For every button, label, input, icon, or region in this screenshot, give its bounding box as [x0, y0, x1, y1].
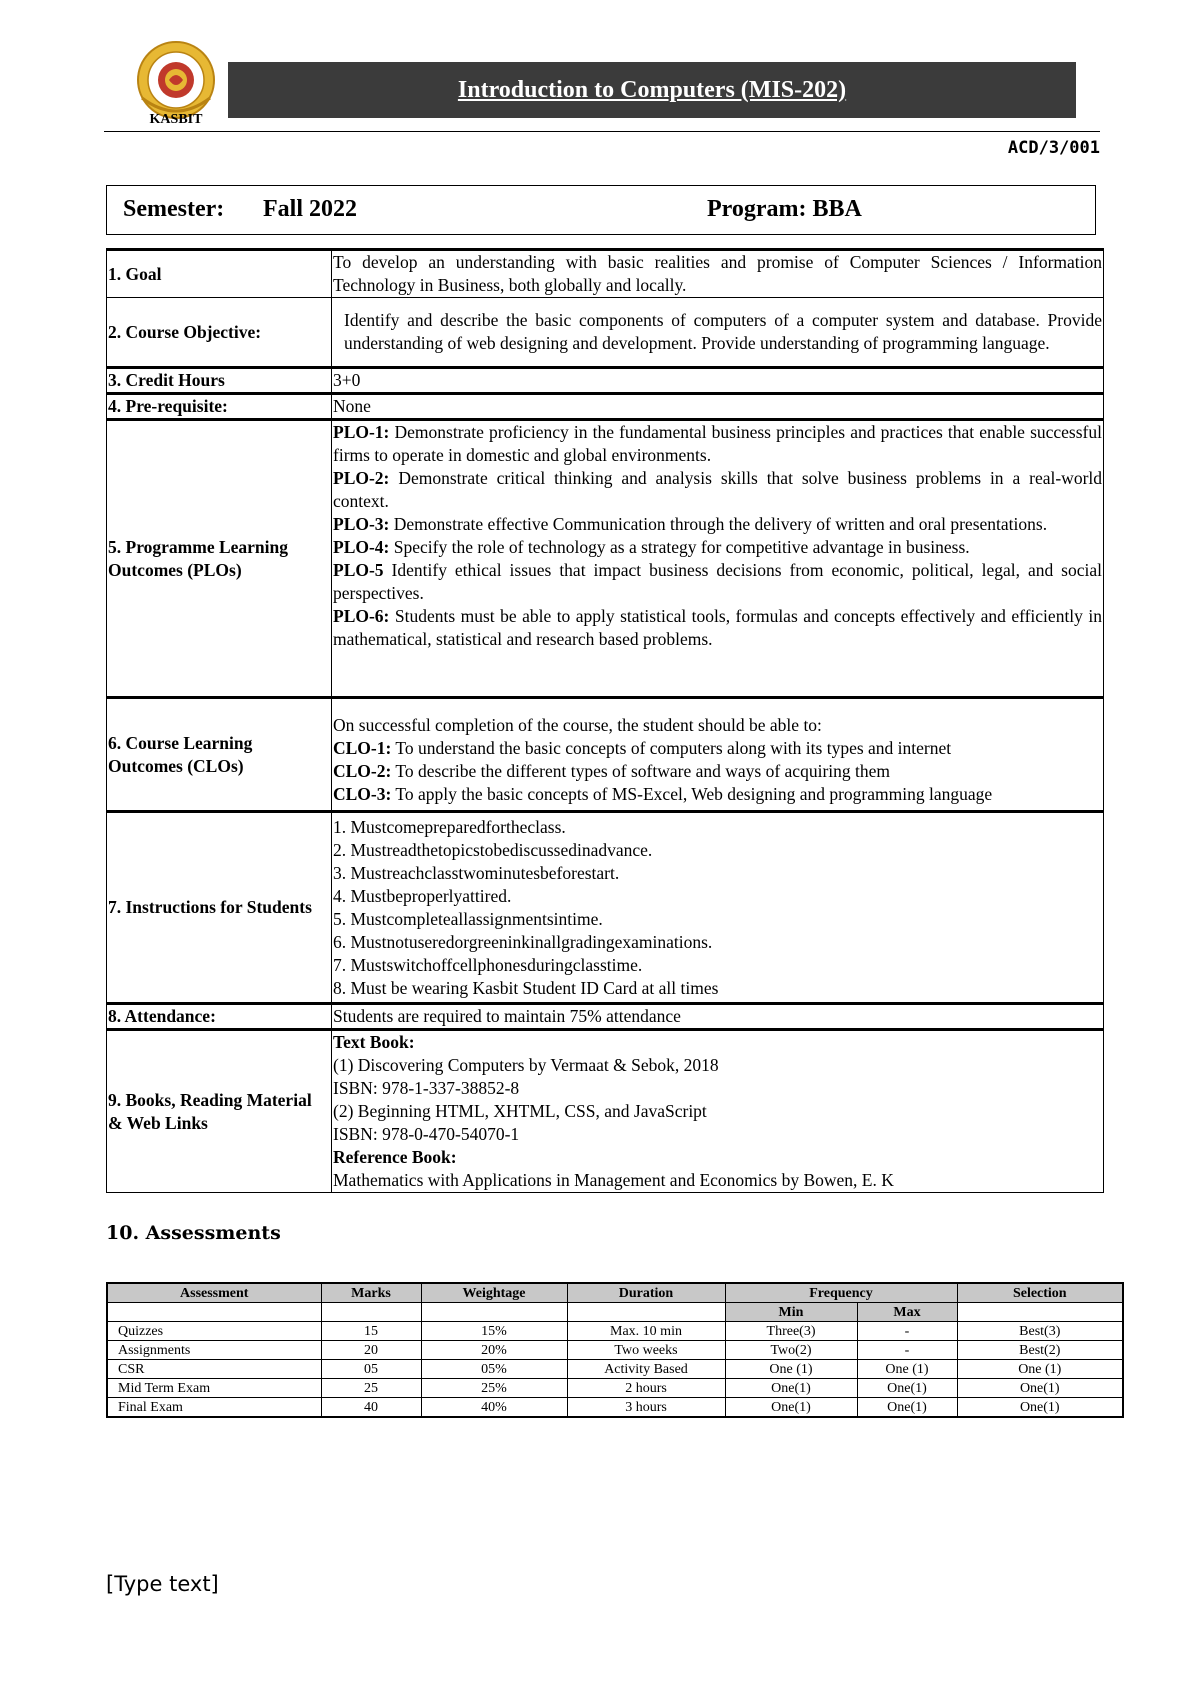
col-weightage: Weightage — [421, 1283, 567, 1303]
clo-tag: CLO-3: — [333, 783, 392, 804]
book-line: ISBN: 978-0-470-54070-1 — [333, 1124, 520, 1144]
book-line: ISBN: 978-1-337-38852-8 — [333, 1078, 520, 1098]
objective-row — [107, 298, 1104, 368]
table-row — [107, 1322, 1123, 1341]
plo-tag: PLO-5 — [333, 560, 384, 580]
empty-cell — [421, 1303, 567, 1322]
instruction-item: 3. Mustreachclasstwominutesbeforestart. — [333, 862, 620, 883]
kasbit-logo — [128, 38, 224, 134]
semester-value: Fall 2022 — [263, 196, 357, 222]
plo-text: Specify the role of technology as a strategy for competitive advantage in business. — [393, 537, 970, 557]
col-marks: Marks — [321, 1283, 421, 1303]
prerequisite-value: None — [332, 394, 1104, 420]
instruction-item: 6. Mustnotuseredorgreeninkinallgradingexaminations. — [333, 931, 713, 952]
credit-hours-row — [107, 368, 1104, 394]
plo-item — [333, 559, 1102, 605]
assessment-duration: Activity Based — [567, 1360, 725, 1379]
table-row — [107, 1341, 1123, 1360]
instruction-item: 8. Must be wearing Kasbit Student ID Card at all times — [333, 977, 719, 998]
assessment-duration: 2 hours — [567, 1379, 725, 1398]
instruction-item: 5. Mustcompleteallassignmentsintime. — [333, 908, 603, 929]
clo-intro: On successful completion of the course, the student should be able to: — [333, 714, 822, 735]
plo-item — [333, 467, 1102, 513]
assessment-duration: Two weeks — [567, 1341, 725, 1360]
col-max: Max — [857, 1303, 957, 1322]
plo-tag: PLO-6: — [333, 606, 390, 626]
books-label: 9. Books, Reading Material & Web Links — [107, 1030, 332, 1193]
books-row — [107, 1030, 1104, 1193]
table-row — [107, 1398, 1123, 1418]
assessment-min: One(1) — [725, 1398, 857, 1418]
clo-text: To understand the basic concepts of computers along with its types and internet — [395, 737, 952, 758]
assessment-weightage: 25% — [421, 1379, 567, 1398]
col-duration: Duration — [567, 1283, 725, 1303]
instructions-list — [332, 812, 1104, 1004]
plo-item — [333, 605, 1102, 651]
assessment-marks: 15 — [321, 1322, 421, 1341]
plo-row — [107, 420, 1104, 698]
logo-wordmark: KASBIT — [149, 112, 203, 127]
instruction-item: 4. Mustbeproperlyattired. — [333, 885, 512, 906]
plo-label: 5. Programme Learning Outcomes (PLOs) — [107, 420, 332, 698]
clo-text: To describe the different types of software and ways of acquiring them — [395, 760, 890, 781]
assessment-selection: Best(2) — [957, 1341, 1123, 1360]
assessment-min: One (1) — [725, 1360, 857, 1379]
plo-item — [333, 513, 1102, 536]
text-book-heading: Text Book: — [333, 1032, 415, 1052]
attendance-row — [107, 1004, 1104, 1030]
assessment-max: One(1) — [857, 1379, 957, 1398]
instruction-item: 1. Mustcomepreparedfortheclass. — [333, 816, 566, 837]
empty-cell — [107, 1303, 321, 1322]
clo-text: To apply the basic concepts of MS-Excel, Web designing and programming language — [395, 783, 993, 804]
assessment-weightage: 20% — [421, 1341, 567, 1360]
assessment-max: One(1) — [857, 1398, 957, 1418]
plo-text: Students must be able to apply statistical tools, formulas and concepts effectively and efficiently in mathematical, statistical and research based problems. — [333, 606, 1102, 649]
plo-item — [333, 536, 1102, 559]
reference-book-heading: Reference Book: — [333, 1147, 457, 1167]
clo-item — [333, 760, 1102, 783]
instruction-item: 2. Mustreadthetopicstobediscussedinadvance. — [333, 839, 653, 860]
semester-box — [106, 185, 1096, 235]
assessment-selection: One(1) — [957, 1379, 1123, 1398]
assessments-header-row — [107, 1283, 1123, 1303]
prerequisite-row — [107, 394, 1104, 420]
goal-value: To develop an understanding with basic realities and promise of Computer Sciences / Information Technology in Business, both globally and locally. — [332, 250, 1104, 298]
course-title: Introduction to Computers (MIS-202) — [457, 76, 847, 103]
table-row — [107, 1360, 1123, 1379]
objective-value: Identify and describe the basic components of computers of a computer system and database. Provide understanding of web designing and development. Provide understanding of programming language. — [332, 298, 1104, 368]
credit-hours-value: 3+0 — [332, 368, 1104, 394]
header-divider — [104, 131, 1100, 132]
course-details-table — [106, 248, 1104, 1193]
clo-tag: CLO-2: — [333, 760, 392, 781]
plo-text: Demonstrate proficiency in the fundamental business principles and practices that enable successful firms to operate in domestic and global environments. — [333, 422, 1102, 465]
assessment-min: Two(2) — [725, 1341, 857, 1360]
objective-label: 2. Course Objective: — [107, 298, 332, 368]
plo-text: Demonstrate critical thinking and analysis skills that solve business problems in a real-world context. — [333, 468, 1103, 511]
assessment-marks: 25 — [321, 1379, 421, 1398]
program-label: Program: BBA — [707, 196, 862, 222]
assessment-marks: 05 — [321, 1360, 421, 1379]
goal-row — [107, 250, 1104, 298]
assessment-max: - — [857, 1341, 957, 1360]
plo-tag: PLO-3: — [333, 514, 390, 534]
plo-text: Demonstrate effective Communication through the delivery of written and oral presentations. — [393, 514, 1048, 534]
assessments-table — [106, 1282, 1124, 1418]
assessment-selection: Best(3) — [957, 1322, 1123, 1341]
assessment-max: - — [857, 1322, 957, 1341]
books-list — [332, 1030, 1104, 1193]
assessment-weightage: 15% — [421, 1322, 567, 1341]
col-min: Min — [725, 1303, 857, 1322]
plo-item — [333, 421, 1102, 467]
table-row — [107, 1379, 1123, 1398]
book-line: (1) Discovering Computers by Vermaat & Sebok, 2018 — [333, 1055, 719, 1075]
semester-label: Semester: — [123, 196, 225, 222]
assessment-max: One (1) — [857, 1360, 957, 1379]
assessments-heading: 10. Assessments — [106, 1222, 281, 1244]
plo-tag: PLO-4: — [333, 537, 390, 557]
col-frequency: Frequency — [725, 1283, 957, 1303]
assessment-min: One(1) — [725, 1379, 857, 1398]
assessment-min: Three(3) — [725, 1322, 857, 1341]
plo-tag: PLO-2: — [333, 468, 390, 488]
instructions-label: 7. Instructions for Students — [107, 812, 332, 1004]
col-assessment: Assessment — [107, 1283, 321, 1303]
attendance-value: Students are required to maintain 75% attendance — [332, 1004, 1104, 1030]
document-code: ACD/3/001 — [1007, 138, 1100, 158]
assessment-selection: One (1) — [957, 1360, 1123, 1379]
instruction-item: 7. Mustswitchoffcellphonesduringclasstime. — [333, 954, 643, 975]
title-bar — [228, 62, 1076, 118]
assessment-name: Final Exam — [107, 1398, 321, 1418]
prerequisite-label: 4. Pre-requisite: — [107, 394, 332, 420]
assessment-name: Mid Term Exam — [107, 1379, 321, 1398]
plo-list — [332, 420, 1104, 698]
clo-row — [107, 698, 1104, 812]
assessment-marks: 20 — [321, 1341, 421, 1360]
assessment-name: Quizzes — [107, 1322, 321, 1341]
attendance-label: 8. Attendance: — [107, 1004, 332, 1030]
clo-tag: CLO-1: — [333, 737, 392, 758]
reference-book-line: Mathematics with Applications in Management and Economics by Bowen, E. K — [333, 1170, 894, 1190]
plo-text: Identify ethical issues that impact business decisions from economic, political, legal, and social perspectives. — [333, 560, 1102, 603]
assessment-duration: Max. 10 min — [567, 1322, 725, 1341]
empty-cell — [957, 1303, 1123, 1322]
empty-cell — [567, 1303, 725, 1322]
clo-list — [332, 698, 1104, 812]
instructions-row — [107, 812, 1104, 1004]
clo-item — [333, 737, 1102, 760]
assessment-weightage: 40% — [421, 1398, 567, 1418]
clo-label: 6. Course Learning Outcomes (CLOs) — [107, 698, 332, 812]
footer-placeholder-text: [Type text] — [106, 1572, 219, 1596]
empty-cell — [321, 1303, 421, 1322]
assessment-selection: One(1) — [957, 1398, 1123, 1418]
goal-label: 1. Goal — [107, 250, 332, 298]
col-selection: Selection — [957, 1283, 1123, 1303]
book-line: (2) Beginning HTML, XHTML, CSS, and JavaScript — [333, 1101, 707, 1121]
assessment-marks: 40 — [321, 1398, 421, 1418]
credit-hours-label: 3. Credit Hours — [107, 368, 332, 394]
clo-item — [333, 783, 1102, 806]
assessments-subheader-row — [107, 1303, 1123, 1322]
assessment-name: Assignments — [107, 1341, 321, 1360]
assessment-weightage: 05% — [421, 1360, 567, 1379]
assessment-name: CSR — [107, 1360, 321, 1379]
plo-tag: PLO-1: — [333, 422, 390, 442]
assessment-duration: 3 hours — [567, 1398, 725, 1418]
